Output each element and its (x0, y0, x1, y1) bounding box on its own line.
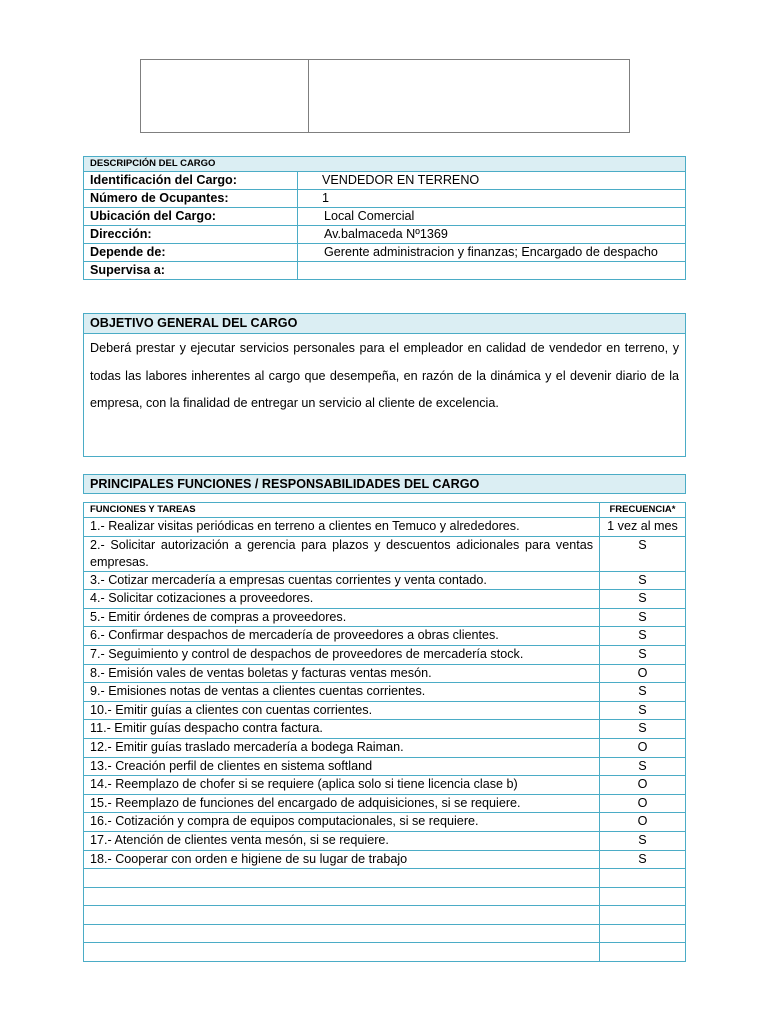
frequency-cell: S (600, 850, 686, 869)
table-row (84, 794, 686, 813)
column-header-tasks: FUNCIONES Y TAREAS (84, 503, 600, 518)
task-cell: 9.- Emisiones notas de ventas a clientes cuentas corrientes. (84, 683, 600, 702)
task-cell (84, 869, 600, 888)
empty-row (84, 887, 686, 906)
table-row (84, 813, 686, 832)
table-row (84, 738, 686, 757)
task-cell: 16.- Cotización y compra de equipos computacionales, si se requiere. (84, 813, 600, 832)
task-cell: 17.- Atención de clientes venta mesón, si se requiere. (84, 831, 600, 850)
frequency-cell: S (600, 720, 686, 739)
column-header-frequency: FRECUENCIA* (600, 503, 686, 518)
objetivo-header: OBJETIVO GENERAL DEL CARGO (84, 314, 685, 334)
task-cell: 3.- Cotizar mercadería a empresas cuentas corrientes y venta contado. (84, 571, 600, 590)
task-cell: 6.- Confirmar despachos de mercadería de proveedores a obras clientes. (84, 627, 600, 646)
frequency-cell: O (600, 776, 686, 795)
descripcion-label: Identificación del Cargo: (84, 172, 298, 190)
descripcion-label: Ubicación del Cargo: (84, 208, 298, 226)
descripcion-row (84, 208, 686, 226)
task-cell (84, 943, 600, 962)
objetivo-box (83, 313, 686, 457)
table-row (84, 720, 686, 739)
table-row (84, 645, 686, 664)
task-cell (84, 906, 600, 925)
descripcion-value: VENDEDOR EN TERRENO (298, 172, 686, 190)
frequency-cell: O (600, 664, 686, 683)
task-cell: 2.- Solicitar autorización a gerencia para plazos y descuentos adicionales para ventas empresas. (84, 536, 600, 571)
frequency-cell (600, 924, 686, 943)
descripcion-value (298, 262, 686, 280)
descripcion-header-row (84, 157, 686, 172)
descripcion-value: Local Comercial (298, 208, 686, 226)
table-row (84, 608, 686, 627)
task-cell: 10.- Emitir guías a clientes con cuentas corrientes. (84, 701, 600, 720)
task-cell: 4.- Solicitar cotizaciones a proveedores. (84, 590, 600, 609)
frequency-cell: S (600, 627, 686, 646)
task-cell: 1.- Realizar visitas periódicas en terreno a clientes en Temuco y alrededores. (84, 518, 600, 537)
descripcion-row (84, 262, 686, 280)
table-row (84, 590, 686, 609)
header-title-cell (309, 60, 629, 132)
frequency-cell: S (600, 757, 686, 776)
descripcion-value: Av.balmaceda Nº1369 (298, 226, 686, 244)
funciones-body (84, 518, 686, 962)
descripcion-value: Gerente administracion y finanzas; Encargado de despacho (298, 244, 686, 262)
empty-row (84, 943, 686, 962)
frequency-cell: O (600, 813, 686, 832)
task-cell: 5.- Emitir órdenes de compras a proveedores. (84, 608, 600, 627)
frequency-cell (600, 906, 686, 925)
task-cell (84, 924, 600, 943)
table-row (84, 850, 686, 869)
frequency-cell: O (600, 794, 686, 813)
header-logo-box (140, 59, 630, 133)
descripcion-row (84, 172, 686, 190)
task-cell: 7.- Seguimiento y control de despachos de proveedores de mercadería stock. (84, 645, 600, 664)
frequency-cell: S (600, 701, 686, 720)
table-row (84, 701, 686, 720)
descripcion-table (83, 156, 686, 280)
descripcion-row (84, 226, 686, 244)
funciones-column-headers (84, 503, 686, 518)
task-cell (84, 887, 600, 906)
descripcion-label: Depende de: (84, 244, 298, 262)
empty-row (84, 869, 686, 888)
table-row (84, 664, 686, 683)
frequency-cell: S (600, 608, 686, 627)
funciones-table (83, 502, 686, 962)
task-cell: 12.- Emitir guías traslado mercadería a bodega Raiman. (84, 738, 600, 757)
task-cell: 8.- Emisión vales de ventas boletas y facturas ventas mesón. (84, 664, 600, 683)
table-row (84, 831, 686, 850)
descripcion-header: DESCRIPCIÓN DEL CARGO (84, 157, 686, 172)
descripcion-value: 1 (298, 190, 686, 208)
table-row (84, 536, 686, 571)
task-cell: 18.- Cooperar con orden e higiene de su lugar de trabajo (84, 850, 600, 869)
frequency-cell: S (600, 571, 686, 590)
task-cell: 14.- Reemplazo de chofer si se requiere (aplica solo si tiene licencia clase b) (84, 776, 600, 795)
frequency-cell: 1 vez al mes (600, 518, 686, 537)
frequency-cell (600, 887, 686, 906)
descripcion-row (84, 244, 686, 262)
table-row (84, 757, 686, 776)
frequency-cell: S (600, 645, 686, 664)
table-row (84, 571, 686, 590)
table-row (84, 518, 686, 537)
empty-row (84, 924, 686, 943)
descripcion-label: Dirección: (84, 226, 298, 244)
frequency-cell: S (600, 831, 686, 850)
empty-row (84, 906, 686, 925)
frequency-cell (600, 943, 686, 962)
table-row (84, 683, 686, 702)
funciones-header: PRINCIPALES FUNCIONES / RESPONSABILIDADES DEL CARGO (83, 474, 686, 494)
task-cell: 11.- Emitir guías despacho contra factura. (84, 720, 600, 739)
frequency-cell: O (600, 738, 686, 757)
task-cell: 13.- Creación perfil de clientes en sistema softland (84, 757, 600, 776)
descripcion-label: Número de Ocupantes: (84, 190, 298, 208)
descripcion-label: Supervisa a: (84, 262, 298, 280)
objetivo-text: Deberá prestar y ejecutar servicios personales para el empleador en calidad de vendedor en terreno, y todas las labores inherentes al cargo que desempeña, en razón de la dinámica y el devenir diario de la empresa, con la finalidad de entregar un servicio al cliente de excelencia. (90, 341, 679, 410)
frequency-cell: S (600, 590, 686, 609)
frequency-cell: S (600, 536, 686, 571)
task-cell: 15.- Reemplazo de funciones del encargado de adquisiciones, si se requiere. (84, 794, 600, 813)
frequency-cell: S (600, 683, 686, 702)
frequency-cell (600, 869, 686, 888)
table-row (84, 776, 686, 795)
header-logo-cell (141, 60, 309, 132)
table-row (84, 627, 686, 646)
descripcion-row (84, 190, 686, 208)
